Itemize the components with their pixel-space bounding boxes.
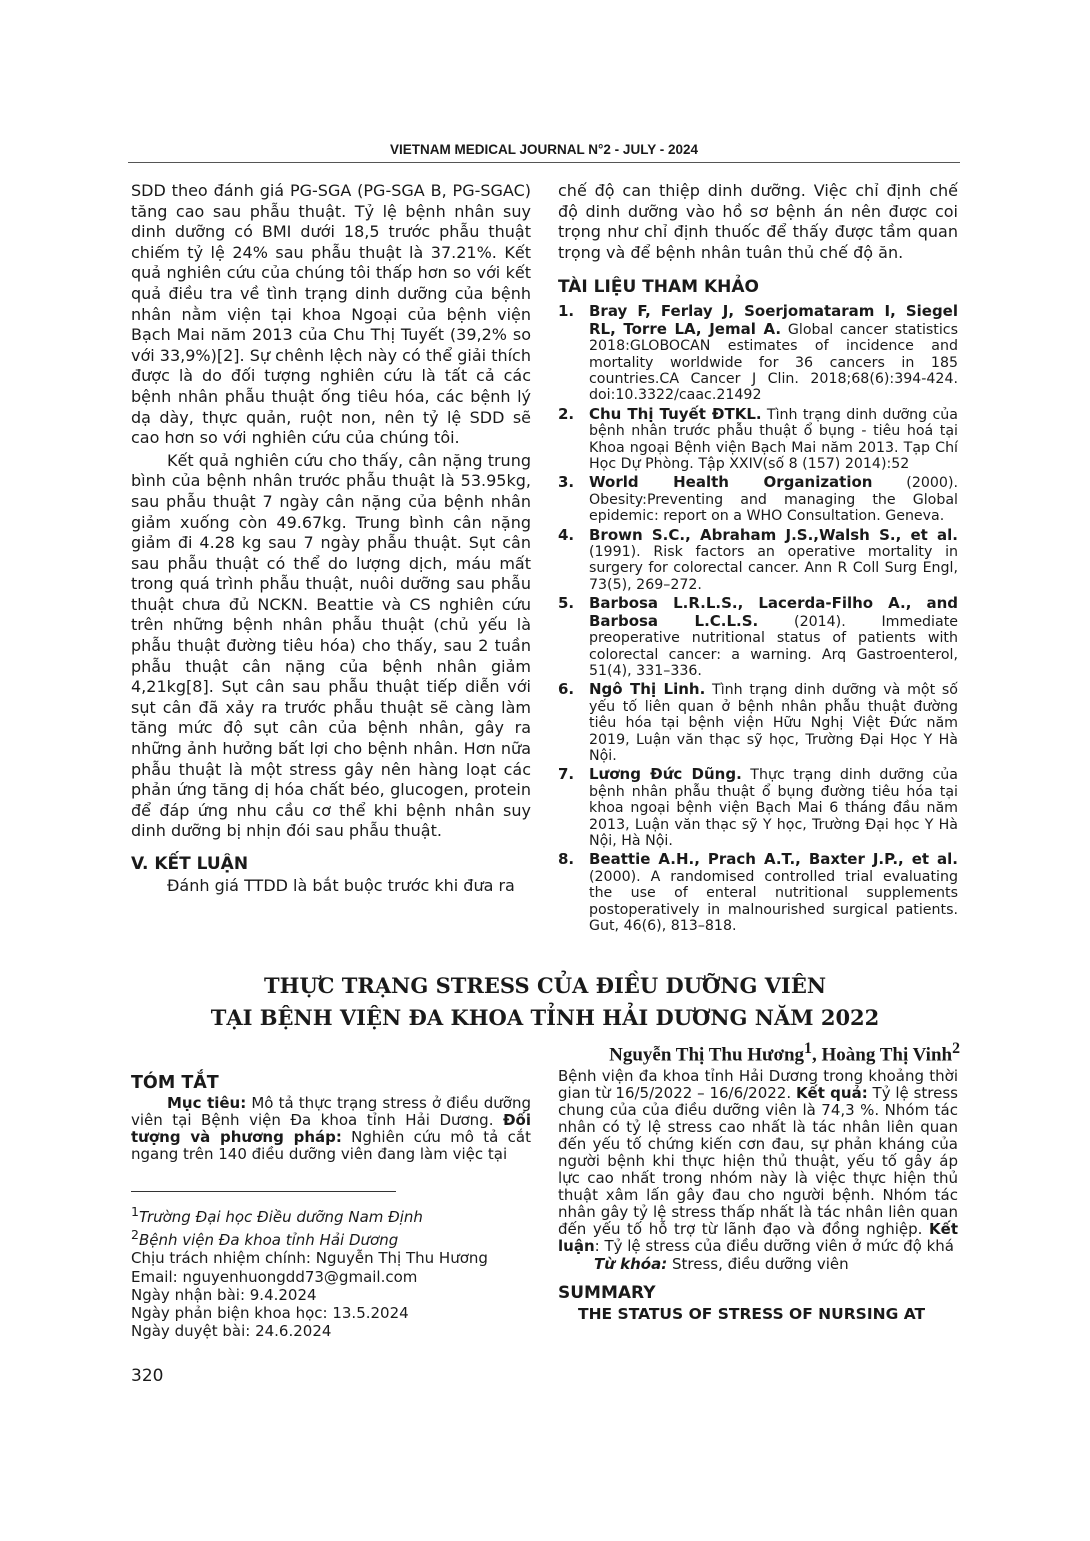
reference-authors: Lương Đức Dũng. (589, 765, 742, 784)
reference-body (589, 681, 958, 764)
doi-tuong-label: Đối tượng và phương pháp: (131, 1111, 531, 1146)
reference-item (558, 527, 958, 594)
reference-body (589, 595, 958, 679)
muc-tieu-label: Mục tiêu: (167, 1094, 247, 1112)
left-column (131, 181, 531, 897)
responsible-author: Chịu trách nhiệm chính: Nguyễn Thị Thu Hương (131, 1249, 488, 1268)
affiliation-1-text: Trường Đại học Điều dưỡng Nam Định (138, 1208, 423, 1226)
doi-tuong-text: Nghiên cứu mô tả cắt ngang trên 140 điều dưỡng viên đang làm việc tại (131, 1128, 531, 1163)
author-1-sup: 1 (804, 1040, 812, 1057)
abstract-text: Bệnh viện đa khoa tỉnh Hải Dương trong khoảng thời gian từ 16/5/2022 – 16/6/2022. (558, 1067, 958, 1102)
author-2-sup: 2 (952, 1040, 960, 1057)
affiliation-2 (131, 1226, 531, 1249)
reference-number: 8. (558, 850, 575, 869)
reference-body (589, 303, 958, 403)
reference-item (558, 766, 958, 849)
abstract-paragraph (131, 1095, 531, 1163)
footnotes (131, 1203, 531, 1340)
abstract-paragraph (558, 1068, 958, 1255)
abstract-right (558, 1068, 958, 1323)
reference-text: (2000). A randomised controlled trial evaluating the use of enteral nutritional supplements postoperatively in malnourished surgical patients. Gut, 46(6), 813–818. (589, 868, 958, 934)
reference-text: Global cancer statistics 2018:GLOBOCAN estimates of incidence and mortality worldwide for 36 cancers in 185 countries.CA Cancer J Clin. 2018;68(6):394-424. doi:10.3322/caac.21492 (589, 321, 958, 404)
author-1: Nguyễn Thị Thu Hương (609, 1044, 805, 1066)
reference-number: 5. (558, 594, 575, 613)
reference-number: 2. (558, 404, 575, 423)
reference-text: Tình trạng dinh dưỡng và một số yếu tố liên quan ở bệnh nhân phẫu thuật đường tiêu hóa tại bệnh viện Hữu Nghị Việt Đức năm 2019, Luận văn thạc sỹ học, Trường Đại Học Y Hà Nội. (589, 682, 958, 764)
summary-title: THE STATUS OF STRESS OF NURSING AT (578, 1305, 926, 1323)
title-line-1: THỰC TRẠNG STRESS CỦA ĐIỀU DƯỠNG VIÊN (263, 973, 827, 998)
reference-text: (2014). Immediate preoperative nutritional status of patients with colorectal cancer: a warning. Arq Gastroenterol, 51(4), 331–336. (589, 613, 958, 679)
affiliation-1-sup: 1 (131, 1204, 139, 1219)
footnote-divider (131, 1191, 396, 1192)
ket-qua-label: Kết quả: (795, 1084, 868, 1102)
journal-header: VIETNAM MEDICAL JOURNAL N°2 - JULY - 2024 (128, 140, 960, 163)
authors (555, 1040, 960, 1066)
ket-luan-text: : Tỷ lệ stress của điều dưỡng viên ở mức độ khá (594, 1237, 954, 1255)
reference-text: (2000). Obesity:Preventing and managing the Global epidemic: report on a WHO Consultation. Geneva. (589, 475, 958, 525)
reference-number: 6. (558, 680, 575, 699)
reference-item (558, 474, 958, 524)
reference-text: (1991). Risk factors an operative mortality in surgery for colorectal cancer. Ann R Coll Surg Engl, 73(5), 269–272. (589, 544, 958, 593)
reference-item (558, 851, 958, 934)
paragraph: SDD theo đánh giá PG-SGA (PG-SGA B, PG-SGAC) tăng cao sau phẫu thuật. Tỷ lệ bệnh nhân suy dinh dưỡng có BMI dưới 18,5 trước phẫu thuật chiếm tỷ lệ 24% sau phẫu thuật là 37.21%. Kết quả nghiên cứu của chúng tôi thấp hơn so với kết quả điều tra về tình trạng dinh dưỡng của bệnh nhân nằm viện tại khoa Ngoại của bệnh viện Bạch Mai năm 2013 của Chu Thị Tuyết (39,2% so với 33,9%)[2]. Sự chênh lệch này có thể giải thích được là do đối tượng nghiên cứu là tất cả các bệnh nhân phẫu thuật ống tiêu hóa, các bệnh lý dạ dày, thực quản, ruột non, nên tỷ lệ SDD sẽ cao hơn so với nghiên cứu của chúng tôi. (131, 181, 531, 448)
title-line-2: TẠI BỆNH VIỆN ĐA KHOA TỈNH HẢI DƯƠNG NĂM 2022 (210, 1005, 880, 1030)
right-column (558, 181, 958, 936)
reference-text: Tình trạng dinh dưỡng của bệnh nhân trước phẫu thuật ổ bụng - tiêu hoá tại Khoa ngoại Bệnh viện Bạch Mai năm 2013. Tạp Chí Học Dự Phòng. Tập XXIV(số 8 (157) 2014):52 (589, 406, 958, 473)
author-separator: , (811, 1044, 822, 1066)
ket-qua-text: Tỷ lệ stress chung của của điều dưỡng viên là 74,3 %. Nhóm tác nhân có tỷ lệ stress cao nhất là tác nhân liên quan đến yếu tố chứng kiến cơn đau, sự phản kháng của người bệnh khi thực hiện thủ thuật, yếu tố gây áp lực cao nhất trong nhóm này là việc thực hiện thủ thuật xâm lấn gây đau cho người bệnh. Nhóm tác nhân gây tỷ lệ stress thấp nhất là tác nhân liên quan đến yếu tố hỗ trợ từ lãnh đạo và đồng nghiệp. (558, 1084, 958, 1238)
keywords-label: Từ khóa: (594, 1255, 668, 1273)
reference-authors: Chu Thị Tuyết ĐTKL. (589, 404, 762, 423)
abstract-heading: TÓM TẮT (131, 1073, 219, 1093)
affiliation-2-text: Bệnh viện Đa khoa tỉnh Hải Dương (138, 1231, 399, 1250)
reference-body (589, 406, 958, 473)
reference-body (589, 851, 958, 934)
page-number: 320 (131, 1366, 164, 1386)
reference-authors: World Health Organization (589, 473, 873, 492)
author-2: Hoàng Thị Vinh (821, 1044, 953, 1066)
reference-item (558, 681, 958, 764)
references-heading: TÀI LIỆU THAM KHẢO (558, 277, 759, 298)
section-heading: V. KẾT LUẬN (131, 854, 249, 874)
reference-authors: Bray F, Ferlay J, Soerjomataram I, Siegel RL, Torre LA, Jemal A. (589, 302, 958, 338)
affiliation-1 (131, 1203, 531, 1226)
reference-number: 4. (558, 525, 575, 544)
paragraph: Đánh giá TTDD là bắt buộc trước khi đưa ra (167, 876, 515, 895)
date-received: Ngày nhận bài: 9.4.2024 (131, 1285, 317, 1304)
reference-item (558, 406, 958, 473)
keywords (558, 1256, 958, 1273)
reference-authors: Barbosa L.R.L.S., Lacerda-Filho A., and Barbosa L.C.L.S. (589, 594, 958, 630)
reference-item (558, 595, 958, 679)
reference-body (589, 474, 958, 524)
keywords-text: Stress, điều dưỡng viên (667, 1255, 849, 1273)
muc-tieu-text: Mô tả thực trạng stress ở điều dưỡng viên tại Bệnh viện Đa khoa tỉnh Hải Dương. (131, 1094, 531, 1129)
summary-heading: SUMMARY (558, 1283, 656, 1303)
reference-body (589, 766, 958, 849)
reference-body (589, 527, 958, 594)
paragraph: Kết quả nghiên cứu cho thấy, cân nặng trung bình của bệnh nhân trước phẫu thuật là 53.95kg, sau phẫu thuật 7 ngày cân nặng của bệnh nhân giảm xuống còn 49.67kg. Trung bình cân nặng giảm đi 4.28 kg sau 7 ngày phẫu thuật. Sụt cân sau phẫu thuật có thể do lượng dịch, máu mất trong quá trình phẫu thuật, nuôi dưỡng sau phẫu thuật chưa đủ NCKN. Beattie và CS nghiên cứu trên những bệnh nhân phẫu thuật (chủ yếu là phẫu thuật đường tiêu hóa) cho thấy, sau 2 tuần phẫu thuật cân nặng của bệnh nhân giảm 4,21kg[8]. Sụt cân sau phẫu thuật tiếp diễn với sụt cân đã xảy ra trước phẫu thuật sẽ càng làm tăng mức độ sụt cân của bệnh nhân, gây ra những ảnh hưởng bất lợi cho bệnh nhân. Hơn nữa phẫu thuật là một stress gây nên hàng loạt các phản ứng tăng dị hóa chất béo, glucogen, protein để đáp ứng nhu cầu cơ thể khi bệnh nhân suy dinh dưỡng bị nhịn đói sau phẫu thuật. (131, 450, 531, 841)
date-reviewed: Ngày phản biện khoa học: 13.5.2024 (131, 1304, 409, 1323)
affiliation-2-sup: 2 (131, 1227, 139, 1243)
reference-authors: Brown S.C., Abraham J.S.,Walsh S., et al. (589, 525, 958, 544)
reference-item (558, 303, 958, 403)
date-approved: Ngày duyệt bài: 24.6.2024 (131, 1322, 332, 1341)
reference-authors: Beattie A.H., Prach A.T., Baxter J.P., et al. (589, 850, 958, 869)
reference-number: 1. (558, 302, 575, 321)
abstract-left (131, 1073, 531, 1163)
reference-text: Thực trạng dinh dưỡng của bệnh nhân phẫu thuật ổ bụng đường tiêu hóa tại khoa ngoại bệnh viện Bạch Mai 6 tháng đầu năm 2013, Luận văn thạc sỹ Y học, Trường Đại học Y Hà Nội, Hà Nội. (589, 767, 958, 849)
paragraph: chế độ can thiệp dinh dưỡng. Việc chỉ định chế độ dinh dưỡng vào hồ sơ bệnh án nên được coi trọng như chỉ định thuốc để thấy được tầm quan trọng và để bệnh nhân tuân thủ chế độ ăn. (558, 181, 958, 262)
email: Email: nguyenhuongdd73@gmail.com (131, 1267, 418, 1286)
reference-number: 7. (558, 765, 575, 784)
reference-number: 3. (558, 473, 575, 492)
ket-luan-label: Kết luận (558, 1220, 958, 1255)
article-title (100, 970, 990, 1034)
reference-authors: Ngô Thị Linh. (589, 680, 706, 699)
reference-list (558, 303, 958, 934)
